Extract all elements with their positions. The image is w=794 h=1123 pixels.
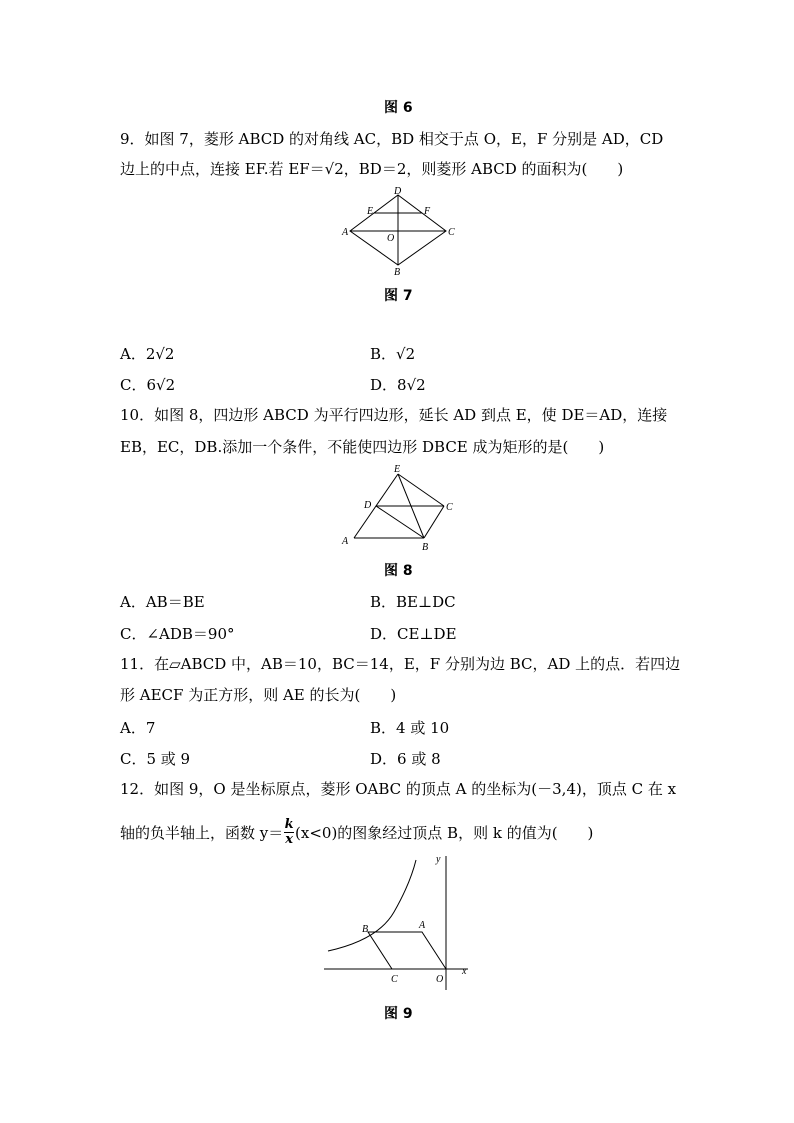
- q10-option-a[interactable]: A．AB＝BE: [120, 593, 205, 611]
- label-c: C: [391, 974, 398, 985]
- label-x: x: [462, 966, 467, 977]
- q11-option-b[interactable]: B．4 或 10: [370, 719, 450, 737]
- q10-option-c[interactable]: C．∠ADB＝90°: [120, 625, 235, 643]
- fraction-numerator: k: [284, 817, 294, 832]
- rhombus-oabc: [368, 932, 446, 969]
- q11-line-2: 形 AECF 为正方形，则 AE 的长为( ): [120, 686, 397, 704]
- q9-line-2: 边上的中点，连接 EF.若 EF＝√2，BD＝2，则菱形 ABCD 的面积为( ): [120, 160, 624, 178]
- label-a: A: [342, 227, 349, 238]
- q11-option-d[interactable]: D．6 或 8: [370, 750, 441, 768]
- label-f: F: [424, 206, 431, 217]
- figure-7-rhombus: [340, 185, 460, 277]
- label-b: B: [422, 542, 429, 553]
- label-e: E: [394, 464, 401, 475]
- q12-line-2-start: 轴的负半轴上，函数 y＝: [120, 823, 284, 842]
- q11-option-a[interactable]: A．7: [120, 719, 156, 737]
- q10-option-b[interactable]: B．BE⊥DC: [370, 593, 456, 611]
- figure-9-caption: 图 9: [384, 1006, 413, 1022]
- label-d: D: [394, 186, 402, 197]
- q9-option-a[interactable]: A．2√2: [120, 345, 175, 363]
- q12-line-2: [120, 818, 593, 847]
- segment-db: [376, 506, 424, 538]
- label-d: D: [364, 500, 372, 511]
- figure-6-caption: 图 6: [384, 100, 413, 116]
- fraction-denominator: x: [285, 832, 294, 847]
- q12-line-2-end: (x<0)的图象经过顶点 B，则 k 的值为( ): [295, 823, 594, 842]
- q9-option-d[interactable]: D．8√2: [370, 376, 426, 394]
- q9-line-1: 9．如图 7，菱形 ABCD 的对角线 AC，BD 相交于点 O，E，F 分别是 AD，CD: [120, 130, 664, 148]
- figure-7-caption: 图 7: [384, 288, 413, 304]
- fraction-k-over-x: [284, 818, 294, 847]
- label-c: C: [446, 502, 453, 513]
- label-o: O: [436, 974, 444, 985]
- label-a: A: [419, 920, 426, 931]
- figure-9-coordinate-graph: [318, 852, 478, 994]
- q10-line-1: 10．如图 8，四边形 ABCD 为平行四边形，延长 AD 到点 E，使 DE＝AD，连接: [120, 406, 668, 424]
- label-a: A: [342, 536, 349, 547]
- q10-line-2: EB，EC，DB.添加一个条件，不能使四边形 DBCE 成为矩形的是( ): [120, 438, 605, 456]
- label-b: B: [362, 924, 369, 935]
- q9-option-c[interactable]: C．6√2: [120, 376, 176, 394]
- q10-option-d[interactable]: D．CE⊥DE: [370, 625, 457, 643]
- figure-8-caption: 图 8: [384, 563, 413, 579]
- label-e: E: [367, 206, 374, 217]
- label-c: C: [448, 227, 455, 238]
- label-o: O: [387, 233, 395, 244]
- side-bc: [424, 506, 444, 538]
- label-b: B: [394, 267, 401, 277]
- label-y: y: [436, 854, 441, 865]
- q11-option-c[interactable]: C．5 或 9: [120, 750, 191, 768]
- figure-8-parallelogram: [336, 462, 460, 554]
- q11-line-1: 11．在▱ABCD 中，AB＝10，BC＝14，E，F 分别为边 BC，AD 上的点．若四边: [120, 655, 681, 673]
- q12-line-1: 12．如图 9，O 是坐标原点，菱形 OABC 的顶点 A 的坐标为(－3,4)，顶点 C 在 x: [120, 780, 677, 798]
- q9-option-b[interactable]: B．√2: [370, 345, 416, 363]
